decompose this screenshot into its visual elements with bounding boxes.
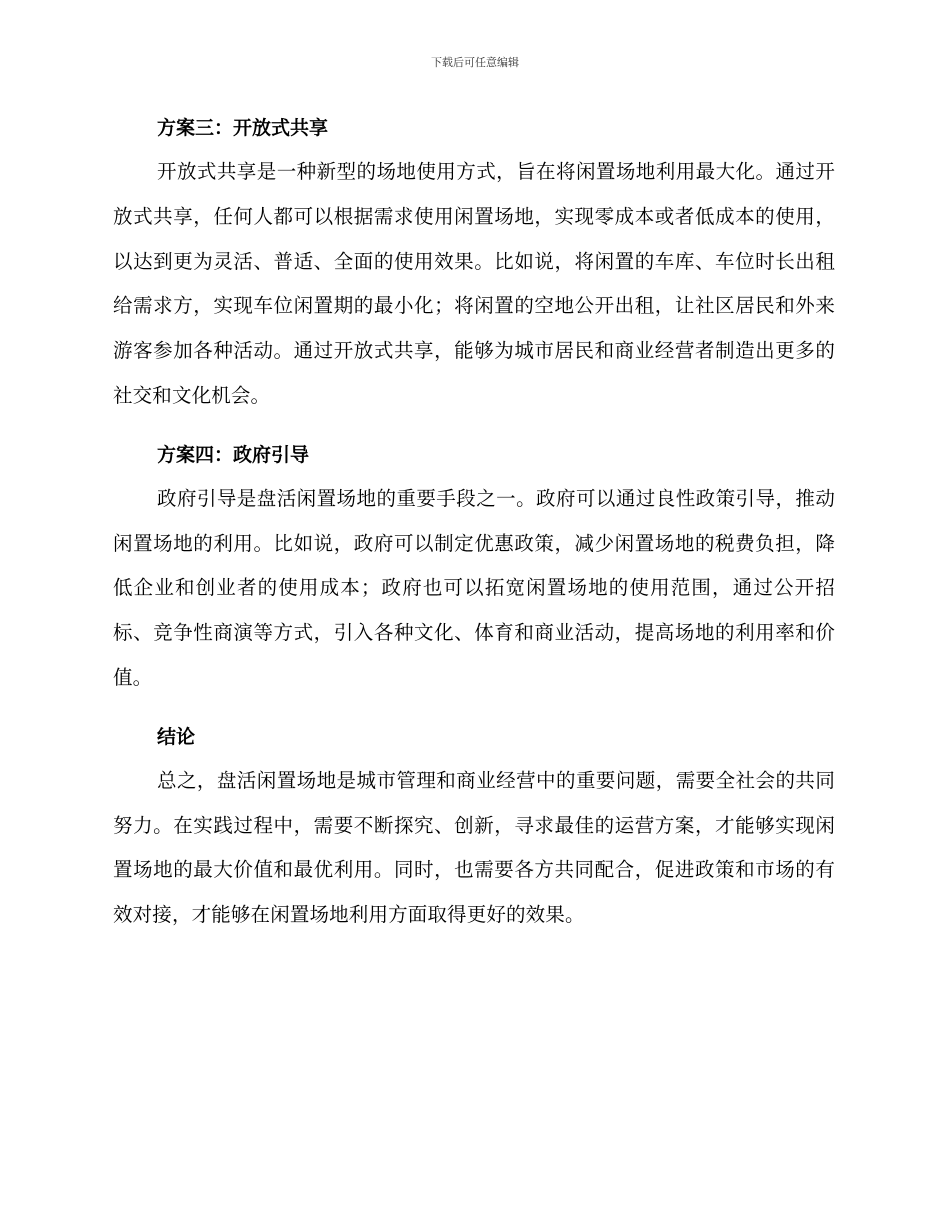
- section-paragraph: 开放式共享是一种新型的场地使用方式，旨在将闲置场地利用最大化。通过开放式共享，任何人都可以根据需求使用闲置场地，实现零成本或者低成本的使用，以达到更为灵活、普适、全面的使用效果。比如说，将闲置的车库、车位时长出租给需求方，实现车位闲置期的最小化；将闲置的空地公开出租，让社区居民和外来游客参加各种活动。通过开放式共享，能够为城市居民和商业经营者制造出更多的社交和文化机会。: [113, 160, 835, 407]
- section-paragraph: 总之，盘活闲置场地是城市管理和商业经营中的重要问题，需要全社会的共同努力。在实践过程中，需要不断探究、创新，寻求最佳的运营方案，才能够实现闲置场地的最大价值和最优利用。同时，也需要各方共同配合，促进政策和市场的有效对接，才能够在闲置场地利用方面取得更好的效果。: [113, 768, 835, 927]
- section-heading: 方案四：政府引导: [157, 443, 310, 466]
- section-paragraph: 政府引导是盘活闲置场地的重要手段之一。政府可以通过良性政策引导，推动闲置场地的利用。比如说，政府可以制定优惠政策，减少闲置场地的税费负担，降低企业和创业者的使用成本；政府也可以拓宽闲置场地的使用范围，通过公开招标、竞争性商演等方式，引入各种文化、体育和商业活动，提高场地的利用率和价值。: [113, 486, 835, 689]
- section-spacer: [113, 701, 835, 715]
- section-spacer: [113, 419, 835, 433]
- section-conclusion: [113, 715, 835, 938]
- section-heading: 方案三：开放式共享: [157, 117, 329, 139]
- document-body: [113, 106, 835, 938]
- header-note: 下载后可任意编辑: [431, 56, 519, 69]
- section-plan-four: [113, 433, 835, 701]
- section-plan-three: [113, 106, 835, 419]
- section-heading: 结论: [157, 725, 196, 748]
